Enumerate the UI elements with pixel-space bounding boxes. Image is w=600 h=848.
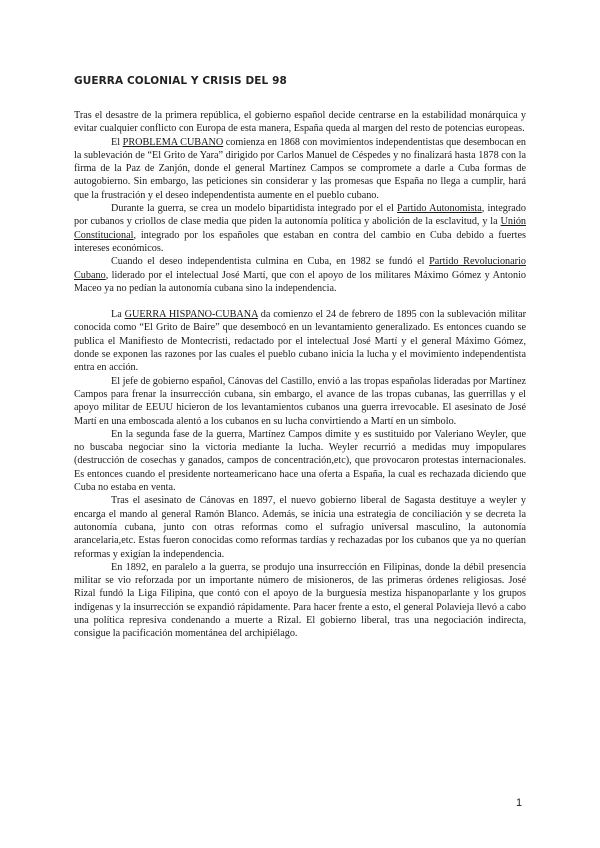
underlined-term-partido-revolucionario: Partido Revolucionario Cubano [74, 256, 526, 281]
underlined-term-guerra-hispano-cubana: GUERRA HISPANO-CUBANA [124, 309, 258, 321]
text-segment: El [111, 136, 123, 148]
paragraph-filipinas: En 1892, en paralelo a la guerra, se produjo una insurrección en Filipinas, donde la débil presencia militar se vio reforzada por un importante número de misioneros, de las primeras órdenes religiosas. José Rizal fundó la Liga Filipina, que contó con el apoyo de la burguesía mestiza hispanoparlante y los grupos indígenas y la insurrección se expandió rápidamente. Para hacer frente a esto, el general Polavieja llevó a cabo una política represiva condenando a muerte a Rizal. El gobierno liberal, tras una negociación indirecta, consigue la pacificación momentánea del archipiélago. [74, 561, 526, 640]
underlined-term-partido-autonomista: Partido Autonomista [397, 203, 482, 215]
document-title: GUERRA COLONIAL Y CRISIS DEL 98 [74, 75, 287, 87]
text-segment: , liderado por el intelectual José Martí, que con el apoyo de los militares Máximo Gómez y Antonio Maceo ya no pedían la autonomía cubana sino la independencia. [74, 269, 526, 294]
text-segment: , integrado por cubanos y criollos de clase media que piden la autonomía política y abolición de la esclavitud, y la [74, 203, 526, 228]
page-number: 1 [516, 797, 523, 809]
paragraph-bipartidismo [74, 202, 526, 255]
text-segment: da comienzo el 24 de febrero de 1895 con la sublevación militar conocida como “El Grito de Baire” que desembocó en un levantamiento generalizado. Es entonces cuando se publica el Manifiesto de Montecristi, redactado por el intelectual José Martí y el general Máximo Gómez, donde se exponen las razones por las cuales el pueblo cubano inicia la lucha y el movimiento independentista entra en acción. [74, 309, 527, 374]
paragraph-weyler: En la segunda fase de la guerra, Martínez Campos dimite y es sustituido por Valeriano Weyler, que no buscaba negociar sino la victoria mediante la lucha. Weyler recurrió a medidas muy impopulares (destrucción de cosechas y ganados, campos de concentración,etc), que provocaron protestas internacionales. Es entonces cuando el presidente norteamericano hace una oferta a España, la cual es rechazada diciendo que Cuba no estaba en venta. [74, 428, 526, 494]
paragraph-problema-cubano [74, 136, 526, 202]
underlined-term-problema-cubano: PROBLEMA CUBANO [122, 136, 224, 148]
document-body [74, 109, 526, 641]
text-segment: La [111, 309, 125, 321]
text-segment: , integrado por los españoles que estaban en contra del cambio en Cuba debido a fuertes intereses económicos. [74, 229, 526, 254]
paragraph-partido-revolucionario [74, 255, 526, 295]
text-segment: Durante la guerra, se crea un modelo bipartidista integrado por el el [111, 203, 398, 215]
underlined-term-union-constitucional: Unión Constitucional [74, 216, 526, 241]
paragraph-intro: Tras el desastre de la primera república, el gobierno español decide centrarse en la estabilidad monárquica y evitar cualquier conflicto con Europa de esta manera, España queda al margen del resto de potencias europeas. [74, 110, 526, 135]
paragraph-sagasta: Tras el asesinato de Cánovas en 1897, el nuevo gobierno liberal de Sagasta destituye a weyler y encarga el mando al general Ramón Blanco. Además, se inicia una estrategia de conciliación y se decreta la autonomía cubana, junto con otras reformas como el sufragio universal masculino, la autonomía arancelaria,etc. Estas fueron conocidas como reformas tardías y rechazadas por los cubanos que ya no querían reformas y exigían la independencia. [74, 495, 526, 560]
paragraph-canovas: El jefe de gobierno español, Cánovas del Castillo, envió a las tropas españolas lideradas por Martínez Campos para frenar la insurrección cubana, sin embargo, el avance de las tropas cubanas, las guerrillas y el apoyo militar de EEUU hicieron de los levantamientos cubanos una guerra irrevocable. El asesinato de José Martí en una emboscada alentó a los cubanos en su lucha convirtiendo a Martí en un símbolo. [74, 375, 526, 427]
paragraph-guerra-hispano-cubana [74, 308, 526, 374]
text-segment: Cuando el deseo independentista culmina en Cuba, en 1982 se fundó el [111, 256, 430, 268]
text-segment: comienza en 1868 con movimientos independentistas que desembocan en la sublevación de “El Grito de Yara” dirigido por Carlos Manuel de Céspedes y no finalizará hasta 1878 con la firma de la Paz de Zanjón, donde el general Martínez Campos se compromete a darle a Cuba formas de autogobierno. Sin embargo, las peticiones sin considerar y las promesas que España no llega a cumplir, hará que la frustración y el deseo independentista aumente en el pueblo cubano. [74, 136, 526, 201]
